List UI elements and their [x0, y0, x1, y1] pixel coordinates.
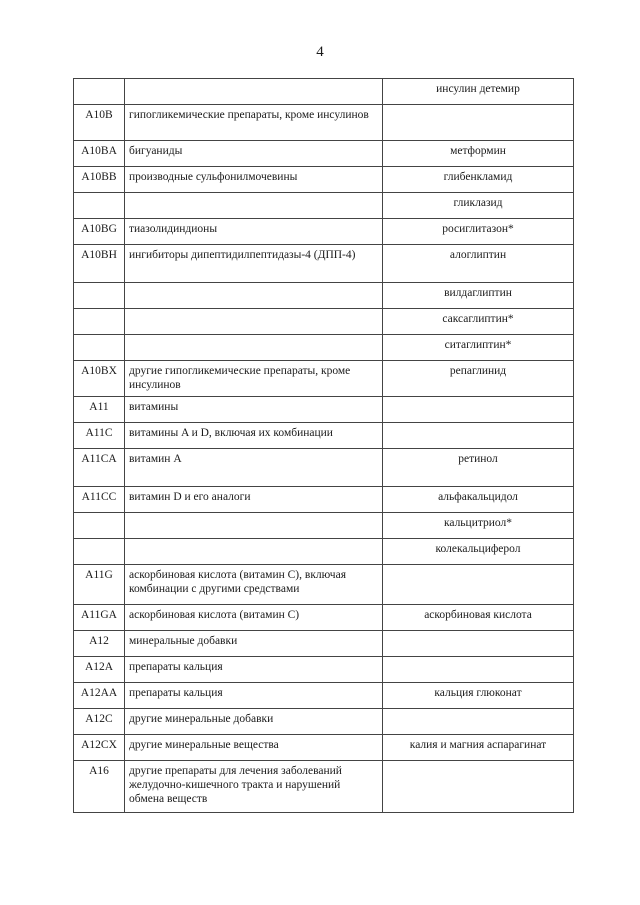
- drug-name-cell: метформин: [383, 141, 574, 167]
- table-row: [74, 423, 574, 449]
- table-row: [74, 167, 574, 193]
- drug-name-cell: вилдаглиптин: [383, 283, 574, 309]
- table-row: [74, 193, 574, 219]
- description-cell: витамины A и D, включая их комбинации: [125, 423, 383, 449]
- atc-code-cell: A10BA: [74, 141, 125, 167]
- table-row: [74, 565, 574, 605]
- description-cell: препараты кальция: [125, 657, 383, 683]
- drug-name-cell: [383, 657, 574, 683]
- atc-code-cell: A16: [74, 761, 125, 813]
- table-row: [74, 245, 574, 283]
- atc-code-cell: A10B: [74, 105, 125, 141]
- table-row: [74, 735, 574, 761]
- atc-code-cell: A12CX: [74, 735, 125, 761]
- drug-name-cell: саксаглиптин*: [383, 309, 574, 335]
- drug-name-cell: аскорбиновая кислота: [383, 605, 574, 631]
- atc-code-cell: A12A: [74, 657, 125, 683]
- table-row: [74, 513, 574, 539]
- atc-code-cell: [74, 335, 125, 361]
- drug-name-cell: глибенкламид: [383, 167, 574, 193]
- drug-name-cell: росиглитазон*: [383, 219, 574, 245]
- description-cell: тиазолидиндионы: [125, 219, 383, 245]
- table-row: [74, 79, 574, 105]
- table-row: [74, 335, 574, 361]
- table-body: [74, 79, 574, 813]
- atc-code-cell: A10BX: [74, 361, 125, 397]
- description-cell: [125, 513, 383, 539]
- table-row: [74, 309, 574, 335]
- atc-code-cell: A12C: [74, 709, 125, 735]
- atc-code-cell: A10BH: [74, 245, 125, 283]
- drug-name-cell: ситаглиптин*: [383, 335, 574, 361]
- description-cell: другие гипогликемические препараты, кроме инсулинов: [125, 361, 383, 397]
- description-cell: ингибиторы дипептидилпептидазы-4 (ДПП-4): [125, 245, 383, 283]
- drug-name-cell: калия и магния аспарагинат: [383, 735, 574, 761]
- drug-name-cell: [383, 397, 574, 423]
- atc-code-cell: [74, 513, 125, 539]
- table-row: [74, 397, 574, 423]
- drug-name-cell: [383, 565, 574, 605]
- table-row: [74, 761, 574, 813]
- drug-name-cell: инсулин детемир: [383, 79, 574, 105]
- atc-code-cell: [74, 539, 125, 565]
- atc-code-cell: A10BG: [74, 219, 125, 245]
- table-row: [74, 105, 574, 141]
- page-number: 4: [316, 44, 324, 60]
- atc-code-cell: A11G: [74, 565, 125, 605]
- atc-code-cell: A11C: [74, 423, 125, 449]
- drug-name-cell: [383, 105, 574, 141]
- drug-name-cell: альфакальцидол: [383, 487, 574, 513]
- atc-code-cell: A12: [74, 631, 125, 657]
- description-cell: витамин A: [125, 449, 383, 487]
- table-row: [74, 657, 574, 683]
- table-row: [74, 219, 574, 245]
- drug-name-cell: кальция глюконат: [383, 683, 574, 709]
- table-row: [74, 361, 574, 397]
- description-cell: аскорбиновая кислота (витамин C), включая комбинации с другими средствами: [125, 565, 383, 605]
- description-cell: витамин D и его аналоги: [125, 487, 383, 513]
- drug-name-cell: [383, 709, 574, 735]
- description-cell: [125, 193, 383, 219]
- drug-name-cell: [383, 761, 574, 813]
- description-cell: бигуаниды: [125, 141, 383, 167]
- description-cell: производные сульфонилмочевины: [125, 167, 383, 193]
- description-cell: [125, 335, 383, 361]
- table-row: [74, 141, 574, 167]
- description-cell: другие минеральные вещества: [125, 735, 383, 761]
- atc-code-cell: A11: [74, 397, 125, 423]
- table-row: [74, 283, 574, 309]
- table-row: [74, 449, 574, 487]
- table-row: [74, 605, 574, 631]
- atc-code-cell: A11GA: [74, 605, 125, 631]
- table-row: [74, 487, 574, 513]
- drug-name-cell: репаглинид: [383, 361, 574, 397]
- drug-name-cell: гликлазид: [383, 193, 574, 219]
- drug-name-cell: [383, 631, 574, 657]
- description-cell: минеральные добавки: [125, 631, 383, 657]
- description-cell: [125, 539, 383, 565]
- table-row: [74, 539, 574, 565]
- description-cell: аскорбиновая кислота (витамин C): [125, 605, 383, 631]
- drug-name-cell: алоглиптин: [383, 245, 574, 283]
- drug-name-cell: кальцитриол*: [383, 513, 574, 539]
- description-cell: [125, 283, 383, 309]
- atc-code-cell: A10BB: [74, 167, 125, 193]
- atc-code-cell: [74, 309, 125, 335]
- table-row: [74, 631, 574, 657]
- drug-name-cell: ретинол: [383, 449, 574, 487]
- description-cell: препараты кальция: [125, 683, 383, 709]
- atc-code-cell: A12AA: [74, 683, 125, 709]
- drug-name-cell: колекальциферол: [383, 539, 574, 565]
- atc-code-cell: A11CA: [74, 449, 125, 487]
- description-cell: [125, 309, 383, 335]
- table-row: [74, 709, 574, 735]
- description-cell: гипогликемические препараты, кроме инсулинов: [125, 105, 383, 141]
- drug-name-cell: [383, 423, 574, 449]
- table-row: [74, 683, 574, 709]
- description-cell: другие препараты для лечения заболеваний желудочно-кишечного тракта и нарушений обмена веществ: [125, 761, 383, 813]
- drug-classification-table: [73, 78, 574, 813]
- atc-code-cell: [74, 79, 125, 105]
- atc-code-cell: [74, 283, 125, 309]
- description-cell: витамины: [125, 397, 383, 423]
- description-cell: другие минеральные добавки: [125, 709, 383, 735]
- atc-code-cell: [74, 193, 125, 219]
- atc-code-cell: A11CC: [74, 487, 125, 513]
- description-cell: [125, 79, 383, 105]
